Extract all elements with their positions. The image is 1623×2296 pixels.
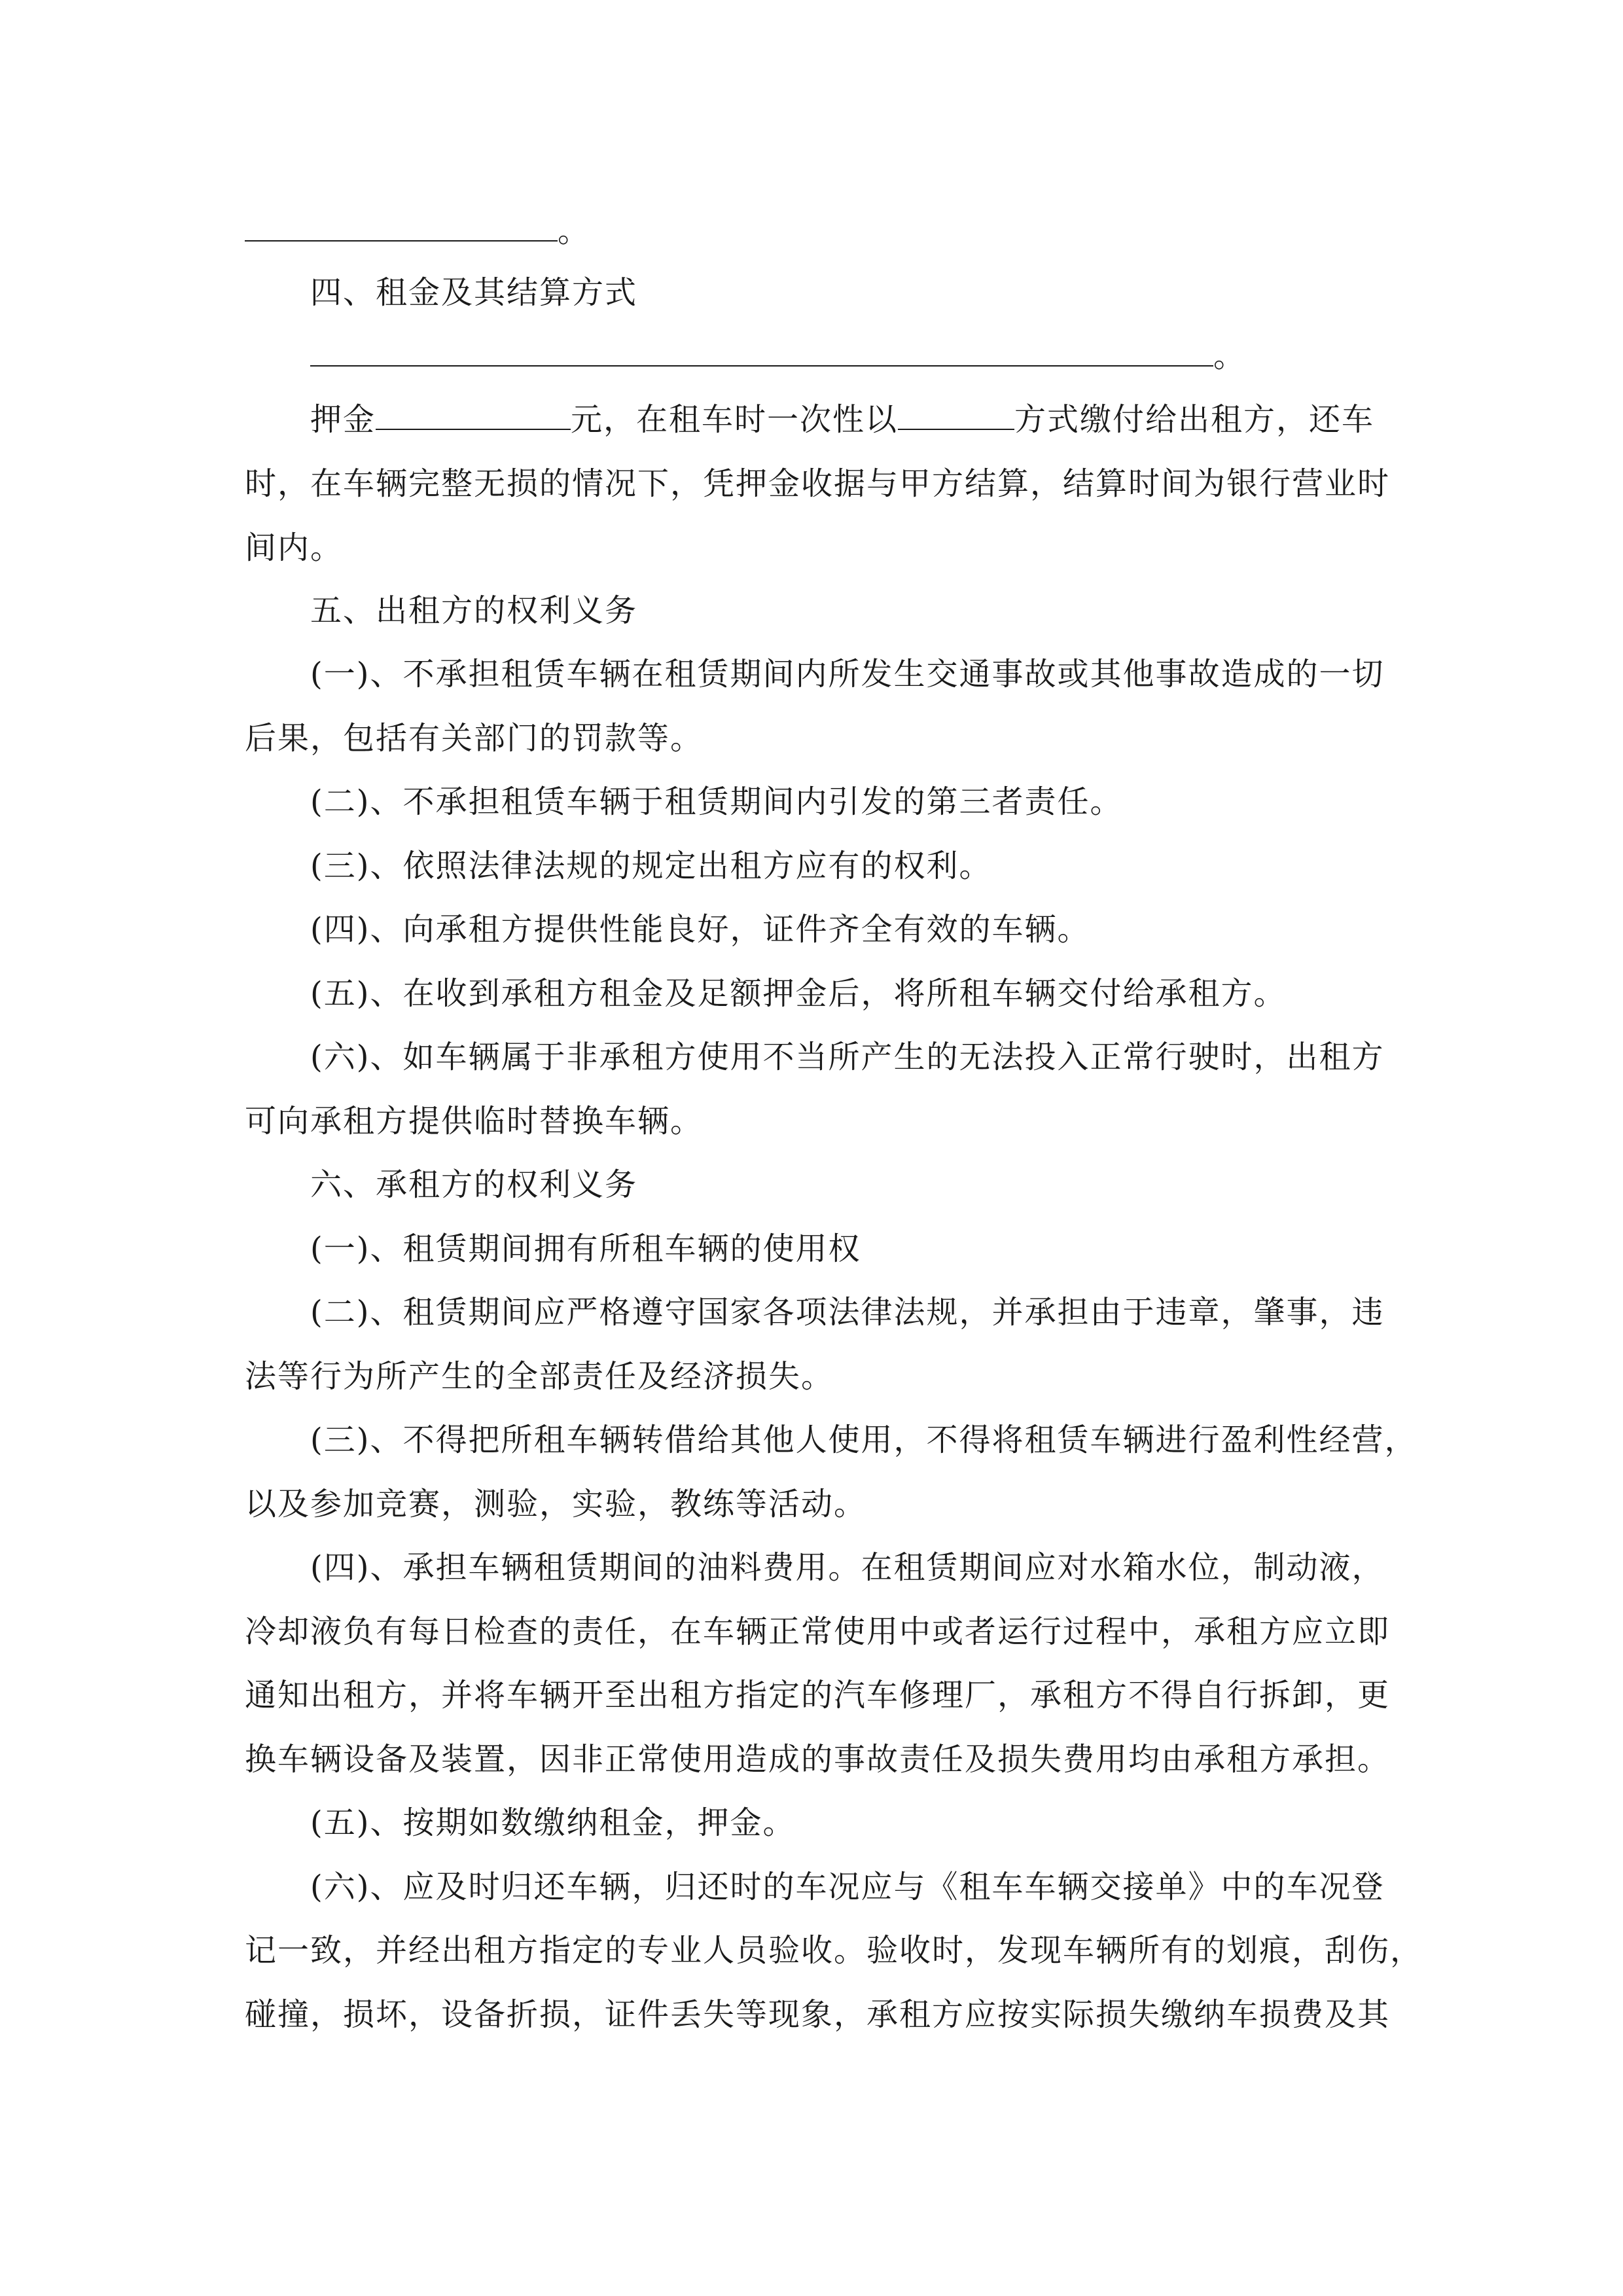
paragraph-line: (四)、向承租方提供性能良好，证件齐全有效的车辆。: [310, 911, 1090, 948]
deposit-line: [310, 399, 1462, 440]
section-6-title: 六、承租方的权利义务: [310, 1166, 638, 1203]
paragraph-line: 碰撞，损坏，设备折损，证件丢失等现象，承租方应按实际损失缴纳车损费及其: [245, 1996, 1391, 2033]
blank-field[interactable]: [245, 214, 558, 242]
paragraph-line: (二)、不承担租赁车辆于租赁期间内引发的第三者责任。: [310, 783, 1123, 820]
deposit-text-end: 方式缴付给出租方，还车: [1014, 401, 1375, 438]
payment-method-blank[interactable]: [898, 403, 1014, 430]
paragraph-line: (六)、应及时归还车辆，归还时的车况应与《租车车辆交接单》中的车况登: [310, 1869, 1385, 1905]
period: 。: [558, 213, 591, 249]
period: 。: [1213, 338, 1247, 374]
paragraph-line: (一)、不承担租赁车辆在租赁期间内所发生交通事故或其他事故造成的一切: [310, 656, 1385, 692]
section-4-title: 四、租金及其结算方式: [310, 274, 638, 311]
paragraph-line: (三)、不得把所租车辆转借给其他人使用，不得将租赁车辆进行盈利性经营，: [310, 1422, 1418, 1458]
paragraph-line: 记一致，并经出租方指定的专业人员验收。验收时，发现车辆所有的划痕，刮伤，: [245, 1932, 1423, 1969]
fill-line-rent: [310, 335, 1462, 377]
deposit-text: 元，在租车时一次性以: [571, 401, 899, 438]
paragraph-line: (五)、在收到承租方租金及足额押金后，将所租车辆交付给承租方。: [310, 975, 1287, 1012]
paragraph-line: 以及参加竞赛，测验，实验，教练等活动。: [245, 1486, 867, 1522]
paragraph-line: 换车辆设备及装置，因非正常使用造成的事故责任及损失费用均由承租方承担。: [245, 1741, 1391, 1778]
paragraph-line: (一)、租赁期间拥有所租车辆的使用权: [310, 1230, 861, 1267]
paragraph-line: (四)、承担车辆租赁期间的油料费用。在租赁期间应对水箱水位，制动液，: [310, 1549, 1385, 1586]
fill-line-1: [245, 210, 1397, 252]
paragraph-line: 时，在车辆完整无损的情况下，凭押金收据与甲方结算，结算时间为银行营业时: [245, 465, 1391, 502]
paragraph-line: (三)、依照法律法规的规定出租方应有的权利。: [310, 848, 992, 884]
paragraph-line: 冷却液负有每日检查的责任，在车辆正常使用中或者运行过程中，承租方应立即: [245, 1613, 1391, 1650]
paragraph-line: 间内。: [245, 529, 344, 566]
paragraph-line: 法等行为所产生的全部责任及经济损失。: [245, 1358, 834, 1395]
deposit-label: 押金: [310, 401, 376, 438]
paragraph-line: (五)、按期如数缴纳租金，押金。: [310, 1804, 796, 1841]
paragraph-line: (六)、如车辆属于非承租方使用不当所产生的无法投入正常行驶时，出租方: [310, 1039, 1385, 1075]
blank-field[interactable]: [310, 339, 1213, 367]
deposit-amount-blank[interactable]: [376, 403, 571, 430]
section-5-title: 五、出租方的权利义务: [310, 592, 638, 629]
paragraph-line: 后果，包括有关部门的罚款等。: [245, 720, 704, 757]
paragraph-line: (二)、租赁期间应严格遵守国家各项法律法规，并承担由于违章，肇事，违: [310, 1294, 1385, 1331]
paragraph-line: 可向承租方提供临时替换车辆。: [245, 1103, 704, 1139]
paragraph-line: 通知出租方，并将车辆开至出租方指定的汽车修理厂，承租方不得自行拆卸，更: [245, 1677, 1391, 1713]
